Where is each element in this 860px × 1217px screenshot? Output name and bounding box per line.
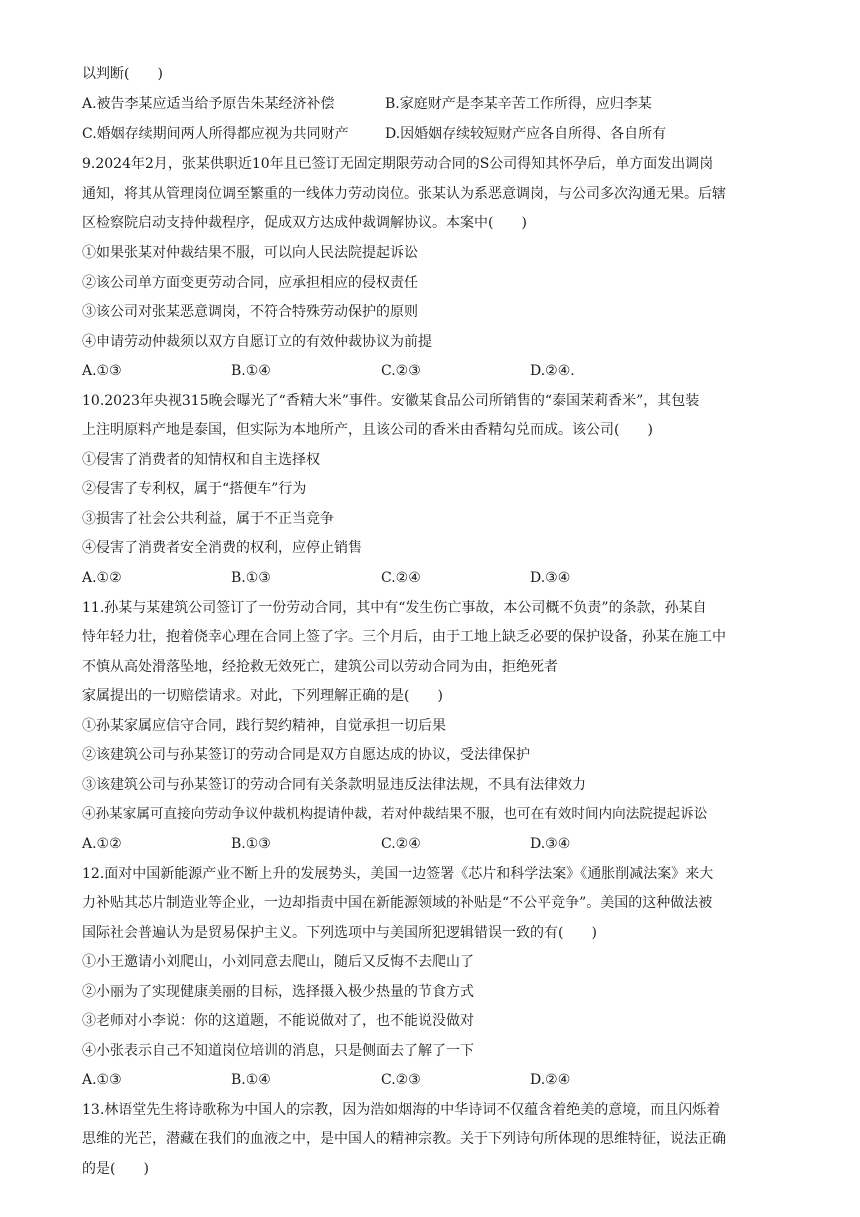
q12-option-d: D.②④ (530, 1072, 571, 1088)
q9-stem-line: 9.2024年2月，张某供职近10年且已签订无固定期限劳动合同的S公司得知其怀孕后，单方面发出调岗 (82, 156, 714, 172)
q11-statement: ③该建筑公司与孙某签订的劳动合同有关条款明显违反法律法规，不具有法律效力 (82, 777, 586, 793)
q12-option-a: A.①③ (82, 1072, 122, 1088)
q9-statement: ②该公司单方面变更劳动合同，应承担相应的侵权责任 (82, 275, 418, 291)
q13-stem-line: 的是( ) (82, 1161, 149, 1177)
q10-option-d: D.③④ (530, 570, 571, 586)
q10-stem-line: 上注明原料产地是泰国，但实际为本地所产，且该公司的香米由香精勾兑而成。该公司( ) (82, 422, 653, 438)
q9-option-a: A.①③ (82, 363, 122, 379)
q10-statement: ②侵害了专利权，属于“搭便车”行为 (82, 481, 307, 497)
q12-statement: ②小丽为了实现健康美丽的目标，选择摄入极少热量的节食方式 (82, 984, 474, 1000)
q11-option-a: A.①② (82, 836, 122, 852)
q12-option-c: C.②③ (381, 1072, 421, 1088)
q8-stem-tail: 以判断( ) (82, 66, 163, 82)
q11-option-c: C.②④ (381, 836, 421, 852)
q9-stem-line: 通知，将其从管理岗位调至繁重的一线体力劳动岗位。张某认为系恶意调岗，与公司多次沟通无果。后辖 (82, 186, 726, 202)
q12-stem-line: 力补贴其芯片制造业等企业，一边却指责中国在新能源领域的补贴是“不公平竞争”。美国的这种做法被 (82, 895, 713, 911)
q12-stem-line: 国际社会普遍认为是贸易保护主义。下列选项中与美国所犯逻辑错误一致的有( ) (82, 925, 597, 941)
q8-option-c: C.婚姻存续期间两人所得都应视为共同财产 (82, 126, 349, 142)
q9-statement: ④申请劳动仲裁须以双方自愿订立的有效仲裁协议为前提 (82, 334, 432, 350)
q8-option-b: B.家庭财产是李某辛苦工作所得，应归李某 (385, 96, 652, 112)
q10-statement: ④侵害了消费者安全消费的权利，应停止销售 (82, 540, 362, 556)
q8-option-d: D.因婚姻存续较短财产应各自所得、各自所有 (385, 126, 667, 142)
q9-option-c: C.②③ (381, 363, 421, 379)
q9-stem-line: 区检察院启动支持仲裁程序，促成双方达成仲裁调解协议。本案中( ) (82, 215, 527, 231)
q10-option-a: A.①② (82, 570, 122, 586)
q10-statement: ③损害了社会公共利益，属于不正当竞争 (82, 511, 334, 527)
q10-statement: ①侵害了消费者的知情权和自主选择权 (82, 452, 320, 468)
q12-statement: ③老师对小李说：你的这道题，不能说做对了，也不能说没做对 (82, 1013, 474, 1029)
q8-option-a: A.被告李某应适当给予原告朱某经济补偿 (82, 96, 335, 112)
q11-statement: ①孙某家属应信守合同，践行契约精神，自觉承担一切后果 (82, 718, 446, 734)
q12-option-b: B.①④ (231, 1072, 271, 1088)
q11-stem-line: 家属提出的一切赔偿请求。对此，下列理解正确的是( ) (82, 688, 443, 704)
q9-option-d: D.②④. (530, 363, 575, 379)
q9-statement: ①如果张某对仲裁结果不服，可以向人民法院提起诉讼 (82, 245, 418, 261)
q11-stem-line: 恃年轻力壮，抱着侥幸心理在合同上签了字。三个月后，由于工地上缺乏必要的保护设备，孙某在施工中 (82, 629, 726, 645)
q12-statement: ①小王邀请小刘爬山，小刘同意去爬山，随后又反悔不去爬山了 (82, 954, 474, 970)
q9-statement: ③该公司对张某恶意调岗，不符合特殊劳动保护的原则 (82, 304, 418, 320)
q10-stem-line: 10.2023年央视315晚会曝光了“香精大米”事件。安徽某食品公司所销售的“泰国茉莉香米”，其包装 (82, 393, 700, 409)
q11-stem-line: 11.孙某与某建筑公司签订了一份劳动合同，其中有“发生伤亡事故，本公司概不负责”的条款，孙某自 (82, 600, 707, 616)
q11-stem-line: 不慎从高处滑落坠地，经抢救无效死亡，建筑公司以劳动合同为由，拒绝死者 (82, 659, 558, 675)
q9-option-b: B.①④ (231, 363, 271, 379)
q11-option-b: B.①③ (231, 836, 271, 852)
q13-stem-line: 思维的光芒，潜藏在我们的血液之中，是中国人的精神宗教。关于下列诗句所体现的思维特征，说法正确 (82, 1131, 726, 1147)
q11-statement: ④孙某家属可直接向劳动争议仲裁机构提请仲裁，若对仲裁结果不服，也可在有效时间内向法院提起诉讼 (82, 806, 708, 822)
q10-option-b: B.①③ (231, 570, 271, 586)
q12-statement: ④小张表示自己不知道岗位培训的消息，只是侧面去了解了一下 (82, 1043, 474, 1059)
q13-stem-line: 13.林语堂先生将诗歌称为中国人的宗教，因为浩如烟海的中华诗词不仅蕴含着绝美的意境，而且闪烁着 (82, 1102, 721, 1118)
q11-statement: ②该建筑公司与孙某签订的劳动合同是双方自愿达成的协议，受法律保护 (82, 747, 530, 763)
q12-stem-line: 12.面对中国新能源产业不断上升的发展势头，美国一边签署《芯片和科学法案》《通胀削减法案》来大 (82, 866, 714, 882)
q10-option-c: C.②④ (381, 570, 421, 586)
q11-option-d: D.③④ (530, 836, 571, 852)
